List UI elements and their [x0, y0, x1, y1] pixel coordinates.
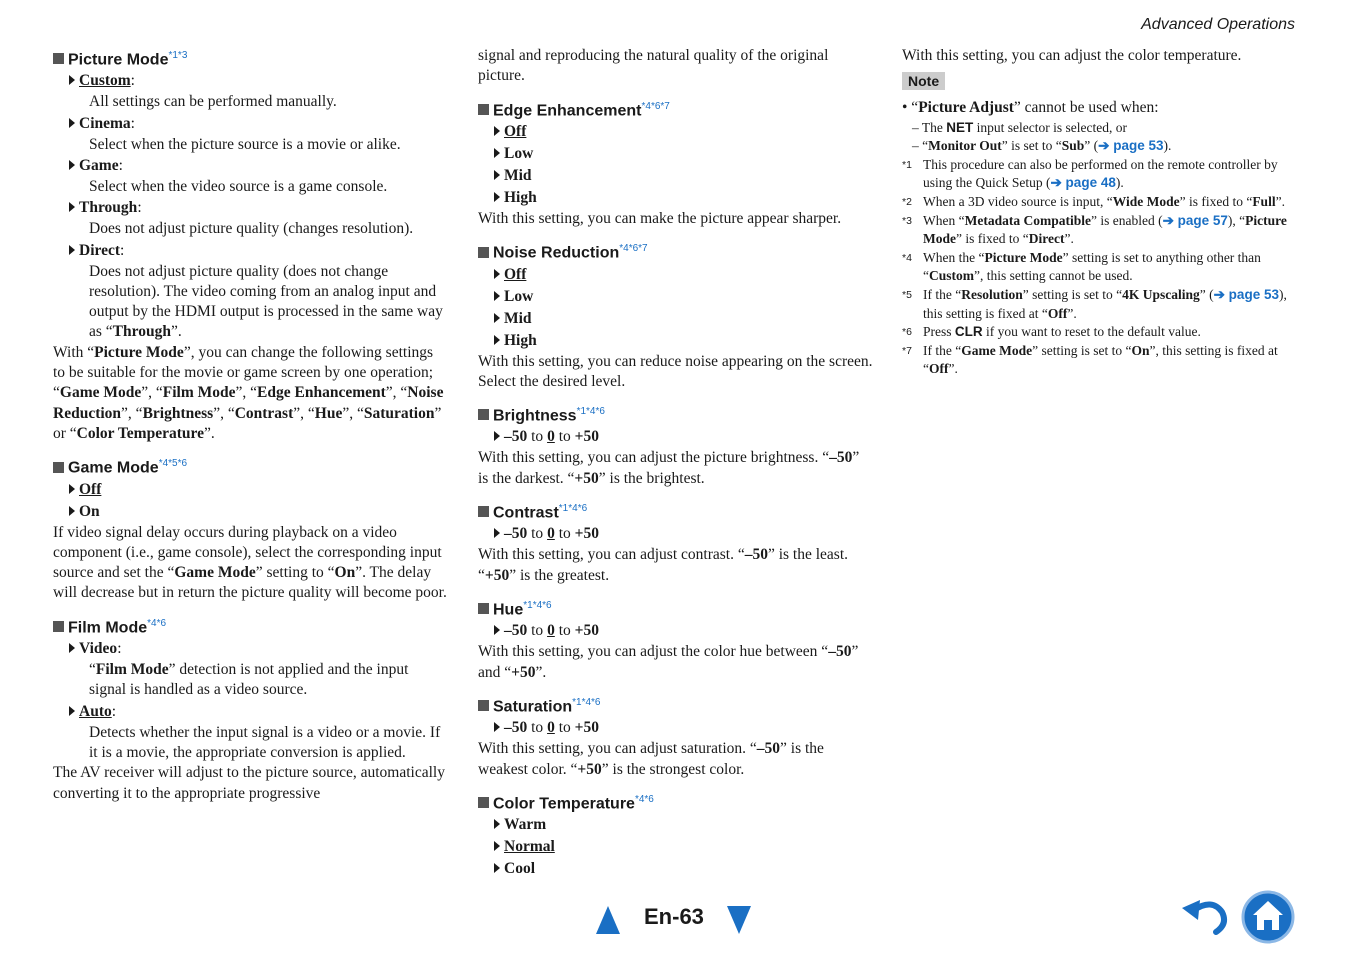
option-high: High [494, 187, 873, 209]
heading-film-mode: Film Mode$^{*4*6}$ [53, 614, 448, 638]
footnote-6: *6 Press CLR if you want to reset to the default value. [902, 324, 1201, 340]
range-option: –50 to 0 to +50 [494, 523, 873, 545]
saturation-desc: With this setting, you can adjust saturation. “–50” is the weakest color. “+50” is the strongest color. [478, 740, 824, 778]
heading-edge-enhancement: Edge Enhancement$^{*4*6*7}$ [478, 97, 873, 121]
contrast-desc: With this setting, you can adjust contrast. “–50” is the least. “+50” is the greatest. [478, 546, 849, 584]
heading-noise-reduction: Noise Reduction$^{*4*6*7}$ [478, 239, 873, 263]
page-link[interactable]: ➔ page 48 [1050, 175, 1116, 191]
option-desc: Does not adjust picture quality (does not change resolution). The video coming from an analog input and output by the HDMI output is processed in the same way as “Through”. [89, 262, 443, 341]
option-mid: Mid [494, 165, 873, 187]
note-dash-2: – “Monitor Out” is set to “Sub” (➔ page 53). [912, 138, 1172, 154]
footnote-5: *5 If the “Resolution” setting is set to “4K Upscaling” (➔ page 53), this setting is fixed at “Off”. [902, 286, 1287, 321]
back-icon[interactable] [1180, 896, 1230, 938]
option-desc: Does not adjust picture quality (changes resolution). [89, 220, 414, 238]
option-mid: Mid [494, 308, 873, 330]
note-dash-1: – The NET input selector is selected, or [912, 119, 1127, 135]
footnote-4: *4 When the “Picture Mode” setting is set to anything other than “Custom”, this setting cannot be used. [902, 249, 1261, 284]
option-low: Low [494, 286, 873, 308]
hue-desc: With this setting, you can adjust the color hue between “–50” and “+50”. [478, 643, 859, 681]
heading-saturation: Saturation$^{*1*4*6}$ [478, 693, 873, 717]
heading-hue: Hue$^{*1*4*6}$ [478, 596, 873, 620]
option-custom: Custom: [69, 70, 448, 92]
option-high: High [494, 330, 873, 352]
game-mode-paragraph: If video signal delay occurs during playback on a video component (i.e., game console), select the corresponding input source and set the “Game Mode” setting to “On”. The delay will decrease but in return the picture quality will become poor. [53, 523, 447, 602]
option-on: On [69, 501, 448, 523]
color-temp-intro: With this setting, you can adjust the color temperature. [902, 47, 1242, 64]
heading-contrast: Contrast$^{*1*4*6}$ [478, 499, 873, 523]
page-link[interactable]: ➔ page 53 [1213, 286, 1279, 302]
heading-game-mode: Game Mode$^{*4*5*6}$ [53, 454, 448, 478]
option-desc: Select when the video source is a game console. [89, 177, 388, 195]
heading-brightness: Brightness$^{*1*4*6}$ [478, 402, 873, 426]
option-video: Video: [69, 638, 448, 660]
note-label: Note [902, 72, 945, 90]
next-page-icon[interactable] [727, 906, 751, 934]
option-cool: Cool [494, 858, 873, 880]
page-link[interactable]: ➔ page 53 [1098, 138, 1164, 154]
option-desc: Detects whether the input signal is a video or a movie. If it is a movie, the appropriate conversion is applied. [89, 723, 441, 761]
footnote-7: *7 If the “Game Mode” setting is set to “On”, this setting is fixed at “Off”. [902, 342, 1278, 377]
option-normal: Normal [494, 836, 873, 858]
option-cinema: Cinema: [69, 113, 448, 135]
column-3 [902, 46, 1297, 379]
column-2 [478, 46, 873, 880]
range-option: –50 to 0 to +50 [494, 717, 873, 739]
range-option: –50 to 0 to +50 [494, 426, 873, 448]
note-bullet: • “Picture Adjust” cannot be used when: [902, 99, 1159, 117]
option-through: Through: [69, 197, 448, 219]
option-low: Low [494, 143, 873, 165]
footnote-1: *1 This procedure can also be performed on the remote controller by using the Quick Setup (➔ page 48). [902, 156, 1278, 191]
option-off: Off [69, 479, 448, 501]
option-desc: Select when the picture source is a movie or alike. [89, 135, 401, 153]
continued-paragraph: signal and reproducing the natural quality of the original picture. [478, 47, 829, 85]
option-desc: “Film Mode” detection is not applied and the input signal is handled as a video source. [89, 661, 409, 699]
option-game: Game: [69, 155, 448, 177]
option-direct: Direct: [69, 240, 448, 262]
option-off: Off [494, 121, 873, 143]
option-warm: Warm [494, 814, 873, 836]
range-option: –50 to 0 to +50 [494, 620, 873, 642]
picture-mode-paragraph: With “Picture Mode”, you can change the following settings to be suitable for the movie or game screen by one operation; “Game Mode”, “Film Mode”, “Edge Enhancement”, “Noise Reduction”, “Brightness”, “Contrast”, “Hue”, “Saturation” or “Color Temperature”. [53, 343, 444, 442]
footnote-2: *2 When a 3D video source is input, “Wide Mode” is fixed to “Full”. [902, 193, 1285, 209]
column-1 [53, 46, 448, 804]
section-header: Advanced Operations [1141, 16, 1295, 33]
option-off: Off [494, 264, 873, 286]
page-link[interactable]: ➔ page 57 [1162, 212, 1228, 228]
home-icon[interactable] [1241, 890, 1295, 944]
film-mode-paragraph: The AV receiver will adjust to the picture source, automatically converting it to the appropriate progressive [53, 764, 445, 802]
edge-desc: With this setting, you can make the picture appear sharper. [478, 209, 842, 227]
heading-picture-mode: Picture Mode$^{*1*3}$ [53, 46, 448, 70]
brightness-desc: With this setting, you can adjust the picture brightness. “–50” is the darkest. “+50” is the brightest. [478, 449, 860, 487]
noise-desc: With this setting, you can reduce noise appearing on the screen. Select the desired level. [478, 352, 873, 390]
option-auto: Auto: [69, 701, 448, 723]
page-number: En-63 [644, 904, 704, 929]
option-desc: All settings can be performed manually. [89, 93, 337, 111]
prev-page-icon[interactable] [596, 906, 620, 934]
footnote-3: *3 When “Metadata Compatible” is enabled (➔ page 57), “Picture Mode” is fixed to “Direct”. [902, 212, 1287, 247]
heading-color-temperature: Color Temperature$^{*4*6}$ [478, 790, 873, 814]
